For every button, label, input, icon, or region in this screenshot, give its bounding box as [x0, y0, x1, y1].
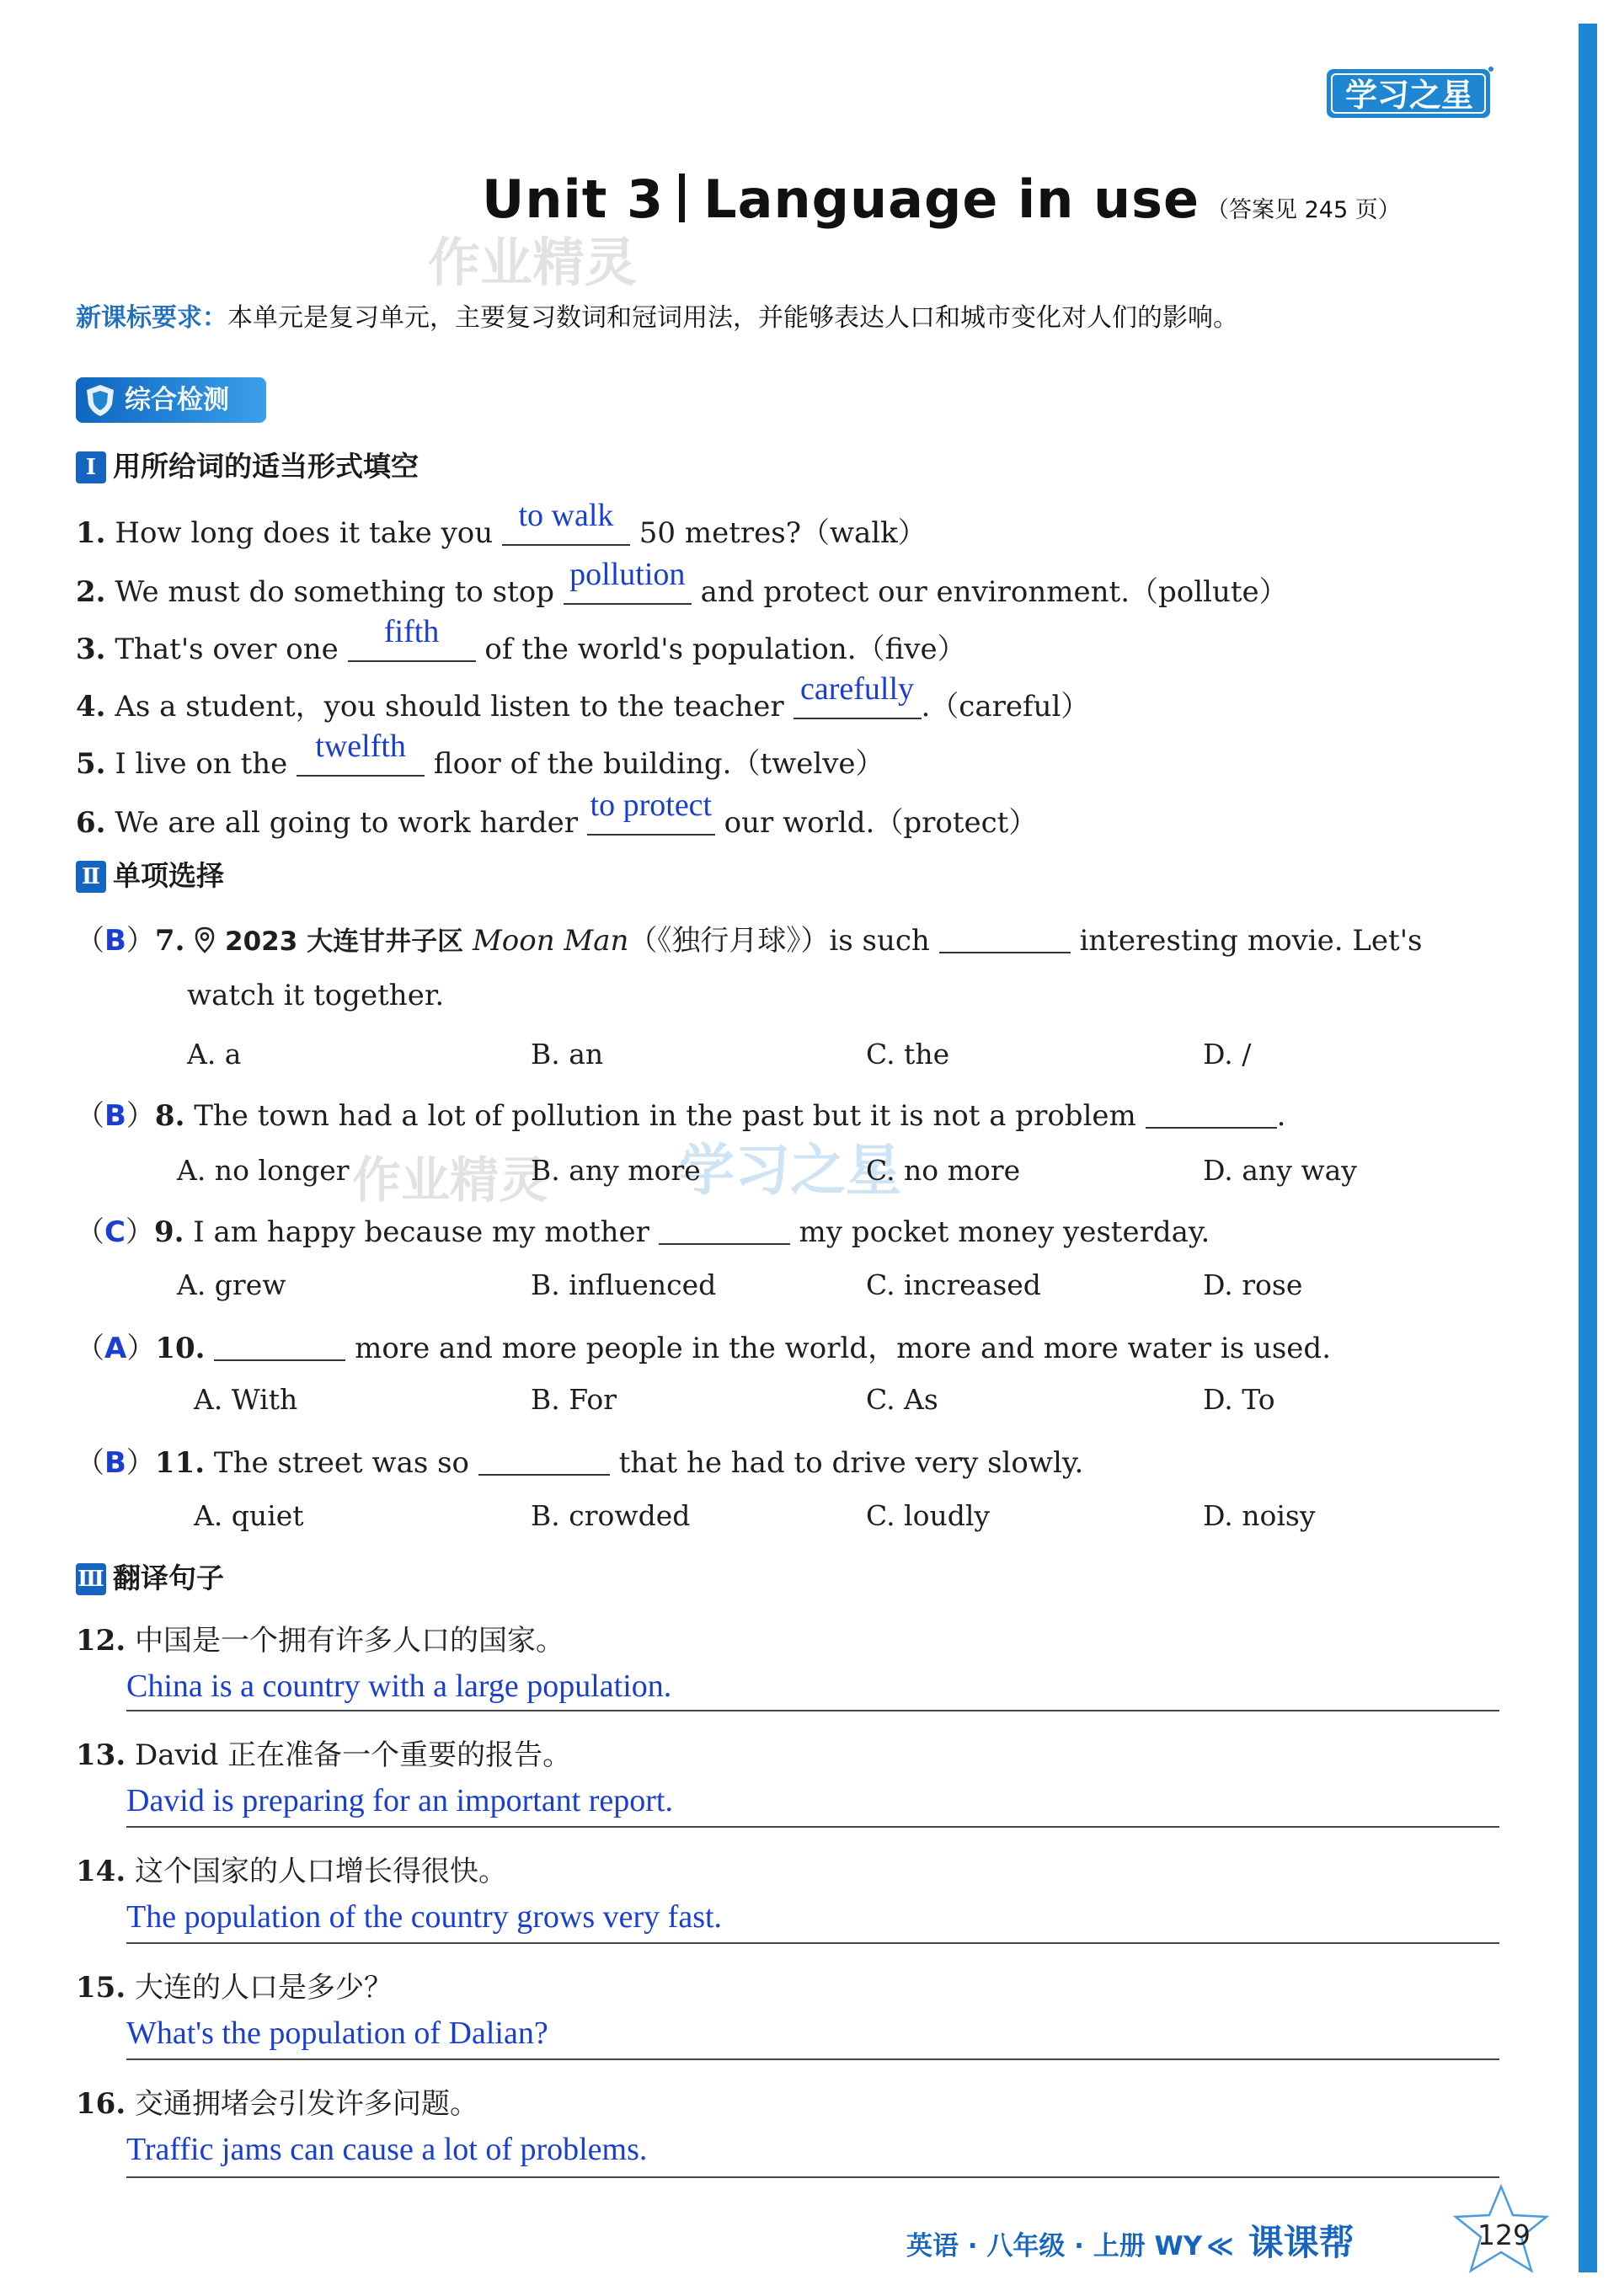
translate-item-13 — [76, 1732, 571, 1773]
answer-blank — [659, 1209, 790, 1245]
item-text: I live on the — [115, 747, 288, 781]
section-title: 单项选择 — [113, 859, 224, 892]
side-color-bar — [1579, 24, 1597, 2272]
badge-label: 综合检测 — [125, 385, 229, 415]
roman-numeral: Ⅰ — [76, 451, 106, 483]
item-text: We must do something to stop — [115, 575, 554, 609]
option-d: D. rose — [1203, 1268, 1303, 1301]
fill-item-5 — [76, 729, 884, 782]
item-number: 6. — [76, 806, 106, 840]
item-text: 50 metres?（walk） — [639, 516, 927, 550]
answer-text: to protect — [590, 788, 713, 823]
item-text: our world.（protect） — [724, 806, 1038, 840]
option-d: D. any way — [1203, 1154, 1357, 1187]
fill-item-6 — [76, 788, 1038, 841]
item-text: I am happy because my mother — [193, 1215, 649, 1249]
question-source: 2023 大连甘井子区 — [225, 926, 464, 957]
choice-answer: B — [104, 1446, 126, 1480]
item-text: That's over one — [115, 633, 339, 666]
option-b: B. For — [531, 1383, 617, 1416]
logo-icon — [1325, 64, 1493, 121]
translate-answer: Traffic jams can cause a lot of problems. — [126, 2132, 648, 2167]
option-c: C. loudly — [866, 1499, 991, 1532]
answer-text: pollution — [569, 557, 686, 592]
choice-item-10: （A）10. more and more people in the world，more and more water is used. — [76, 1326, 1331, 1367]
page-number: 129 — [1477, 2219, 1531, 2251]
section-3-header — [76, 1560, 224, 1597]
choice-answer: A — [104, 1332, 127, 1365]
choice-answer: B — [104, 924, 126, 958]
choice-item-7: （B）7. 2023 大连甘井子区 Moon Man（《独行月球》）is such interesting movie. Let's — [76, 918, 1423, 960]
item-number: 2. — [76, 575, 106, 609]
answer-blank — [587, 788, 715, 836]
fill-item-3 — [76, 614, 966, 668]
item-number: 13. — [76, 1738, 126, 1772]
option-a: A. a — [187, 1038, 242, 1071]
translate-answer: David is preparing for an important report. — [126, 1783, 673, 1818]
item-number: 3. — [76, 633, 106, 666]
answer-line — [126, 2176, 1499, 2178]
section-1-header — [76, 448, 419, 485]
requirement-text: 本单元是复习单元，主要复习数词和冠词用法，并能够表达人口和城市变化对人们的影响。 — [227, 303, 1238, 333]
watermark-logo: 学习之星 — [679, 1138, 901, 1203]
item-number: 8. — [154, 1099, 185, 1133]
section-2-header — [76, 857, 224, 894]
option-c: C. increased — [866, 1268, 1041, 1301]
answer-blank — [297, 729, 425, 777]
answer-text: fifth — [383, 614, 440, 649]
answer-text: carefully — [799, 671, 915, 707]
item-number: 15. — [76, 1971, 126, 2005]
item-text: 交通拥堵会引发许多问题。 — [134, 2087, 478, 2121]
fill-item-1 — [76, 498, 927, 552]
translate-item-14 — [76, 1848, 507, 1889]
item-text: .（careful） — [921, 690, 1090, 724]
watermark: 作业精灵 — [428, 232, 638, 293]
section-title: 翻译句子 — [113, 1562, 224, 1594]
watermark: 作业精灵 — [352, 1151, 548, 1209]
option-c: C. As — [866, 1383, 938, 1416]
item-text: . — [1276, 1099, 1286, 1133]
answer-blank — [478, 1440, 610, 1476]
item-number: 16. — [76, 2087, 126, 2121]
item-text: We are all going to work harder — [115, 806, 579, 840]
option-b: B. crowded — [531, 1499, 691, 1532]
choice-item-8: （B）8. The town had a lot of pollution in the past but it is not a problem . — [76, 1093, 1285, 1135]
item-number: 12. — [76, 1624, 126, 1658]
answer-text: twelfth — [315, 729, 406, 764]
choice-item-7-cont: watch it together. — [187, 979, 445, 1012]
section-badge — [76, 377, 266, 423]
item-number: 5. — [76, 747, 106, 781]
brand-name: 课课帮 — [1248, 2222, 1355, 2263]
choice-answer: B — [104, 1099, 126, 1133]
item-text: my pocket money yesterday. — [799, 1215, 1210, 1249]
item-number: 9. — [153, 1215, 184, 1249]
choice-answer: C — [104, 1215, 126, 1249]
item-text: 中国是一个拥有许多人口的国家。 — [134, 1624, 564, 1658]
location-pin-icon — [194, 926, 216, 953]
item-number: 4. — [76, 690, 106, 724]
option-c: C. the — [866, 1038, 950, 1071]
answer-line — [126, 1826, 1499, 1828]
logo-text: 学习之星 — [1344, 77, 1474, 114]
item-number: 10. — [155, 1332, 206, 1365]
item-text: 大连的人口是多少？ — [134, 1971, 393, 2005]
answer-blank — [564, 557, 692, 605]
item-text: of the world's population.（five） — [484, 633, 966, 666]
translate-answer: China is a country with a large population. — [126, 1669, 672, 1704]
requirement-label: 新课标要求： — [76, 303, 227, 333]
roman-numeral: Ⅲ — [76, 1563, 106, 1595]
page-footer — [906, 2215, 1355, 2266]
option-d: D. noisy — [1203, 1499, 1316, 1532]
translate-item-15 — [76, 1964, 393, 2005]
option-a: A. With — [194, 1383, 298, 1416]
item-text: The town had a lot of pollution in the past but it is not a problem — [194, 1099, 1136, 1133]
option-a: A. quiet — [194, 1499, 304, 1532]
item-number: 1. — [76, 516, 106, 550]
option-c: C. no more — [866, 1154, 1021, 1187]
translate-answer: The population of the country grows very fast. — [126, 1899, 723, 1935]
item-text: Moon Man — [472, 924, 629, 958]
choice-item-9: （C）9. I am happy because my mother my pocket money yesterday. — [76, 1209, 1210, 1251]
answer-blank — [214, 1326, 345, 1361]
item-text: David 正在准备一个重要的报告。 — [134, 1738, 572, 1772]
answer-text: to walk — [518, 498, 614, 533]
item-text: How long does it take you — [115, 516, 494, 550]
title-separator — [679, 174, 685, 222]
item-text: that he had to drive very slowly. — [618, 1446, 1084, 1480]
course-info: 英语 · 八年级 · 上册 WY — [906, 2231, 1203, 2261]
item-text: more and more people in the world，more and more water is used. — [355, 1332, 1331, 1365]
translate-item-16 — [76, 2080, 478, 2122]
answer-blank — [502, 498, 630, 546]
shield-icon — [83, 382, 118, 418]
answer-blank — [793, 671, 922, 719]
section-title: 用所给词的适当形式填空 — [113, 450, 419, 483]
item-text: As a student，you should listen to the teacher — [115, 690, 784, 724]
roman-numeral: Ⅱ — [76, 861, 106, 893]
double-arrow-icon: ≪ — [1206, 2231, 1234, 2261]
item-number: 11. — [154, 1446, 206, 1480]
answer-reference: （答案见 245 页） — [1206, 197, 1401, 223]
answer-blank — [939, 918, 1071, 953]
fill-item-4 — [76, 671, 1090, 725]
item-text: 这个国家的人口增长得很快。 — [134, 1855, 507, 1888]
item-number: 14. — [76, 1855, 126, 1888]
curriculum-requirement — [76, 296, 1238, 334]
option-a: A. no longer — [177, 1154, 350, 1187]
item-text: interesting movie. Let's — [1079, 924, 1423, 958]
unit-name: Language in use — [703, 168, 1200, 230]
item-text: and protect our environment.（pollute） — [700, 575, 1288, 609]
answer-blank — [1146, 1093, 1277, 1129]
item-number: 7. — [154, 924, 185, 958]
option-b: B. any more — [531, 1154, 701, 1187]
unit-label: Unit 3 — [482, 168, 665, 230]
option-b: B. an — [531, 1038, 604, 1071]
item-text: （《独行月球》）is such — [628, 924, 930, 958]
translate-answer: What's the population of Dalian? — [126, 2016, 548, 2051]
answer-line — [126, 2058, 1499, 2060]
choice-item-11: （B）11. The street was so that he had to drive very slowly. — [76, 1440, 1083, 1482]
item-text: floor of the building.（twelve） — [433, 747, 884, 781]
option-d: D. To — [1203, 1383, 1275, 1416]
answer-line — [126, 1942, 1499, 1944]
fill-item-2 — [76, 557, 1288, 611]
item-text: The street was so — [213, 1446, 470, 1480]
option-b: B. influenced — [531, 1268, 717, 1301]
translate-item-12 — [76, 1617, 564, 1658]
option-a: A. grew — [177, 1268, 286, 1301]
answer-line — [126, 1710, 1499, 1711]
answer-blank — [348, 614, 476, 662]
option-d: D. / — [1203, 1038, 1252, 1071]
